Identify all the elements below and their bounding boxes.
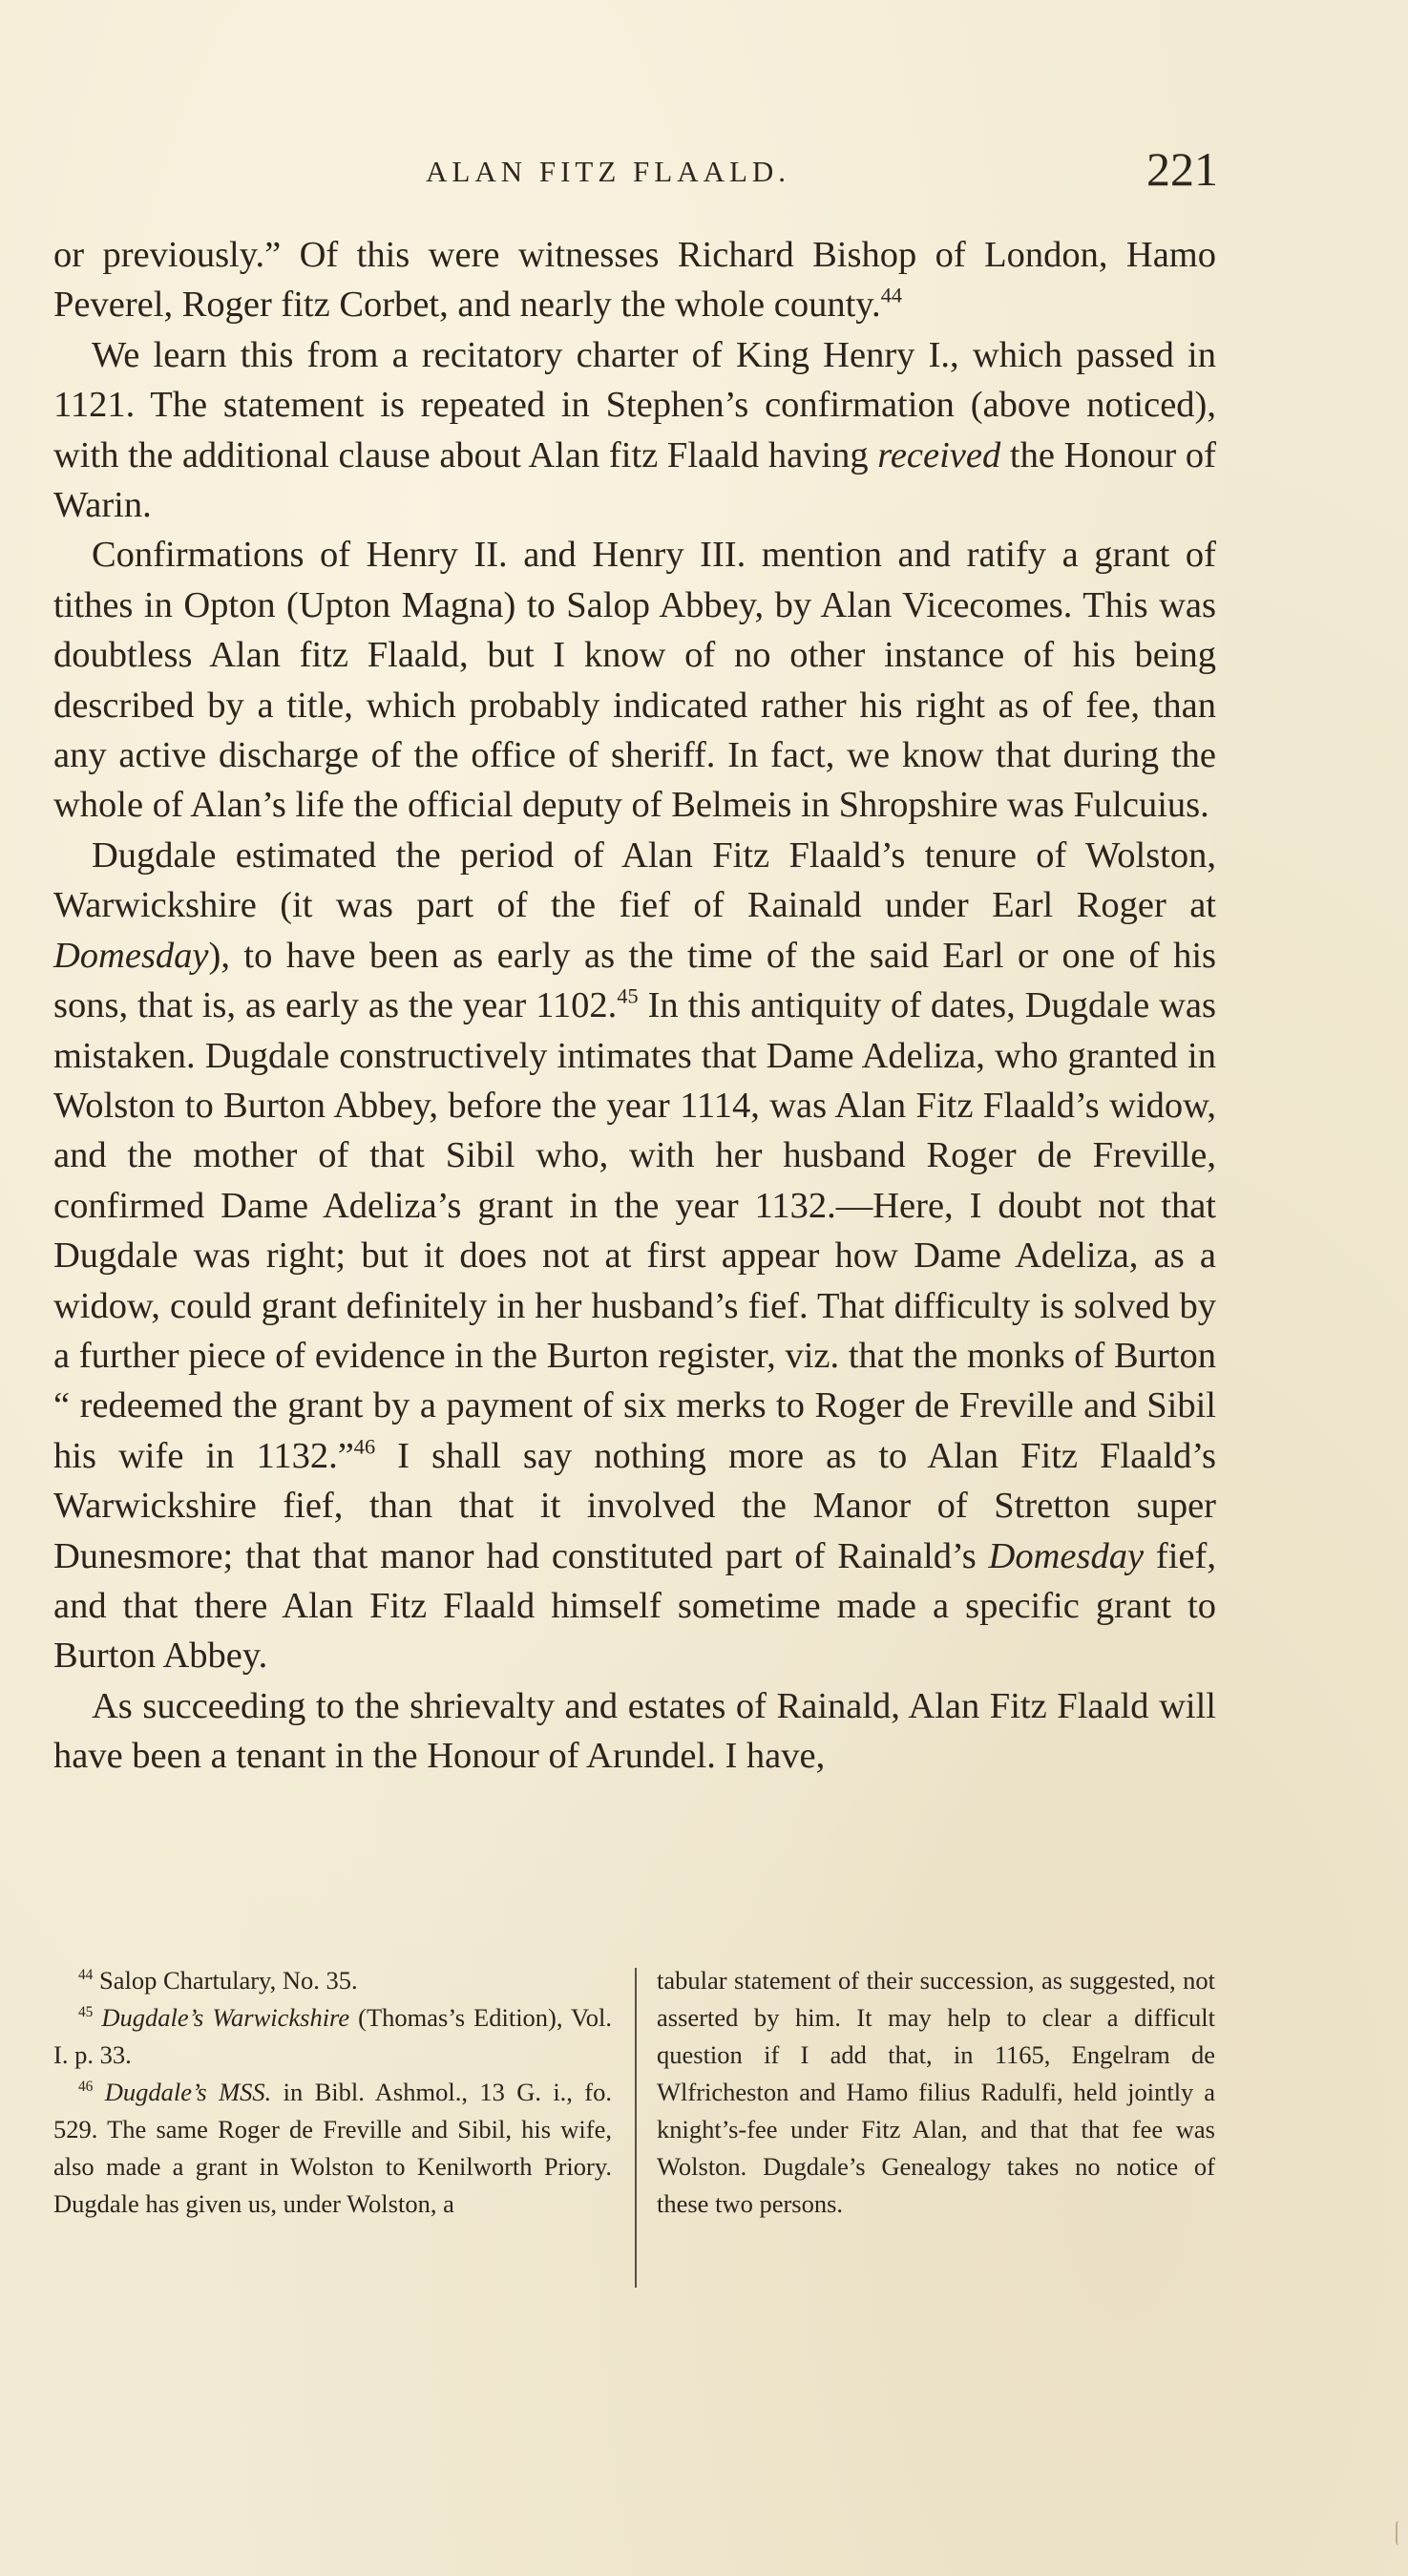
italic-text: received — [877, 434, 1001, 475]
paragraph: Confirmations of Henry II. and Henry III. mention and ratify a grant of tithes in Opton (Upton Magna) to Salop Abbey, by Alan Vicecomes. This was doubtless Alan fitz Flaald, but I know of no other instance of his being described by a title, which probably indicated rather his right as of fee, than any active discharge of the office of sheriff. In fact, we know that during the whole of Alan’s life the official deputy of Belmeis in Shropshire was Fulcuius. — [53, 535, 1216, 826]
italic-text: Domesday — [53, 935, 209, 976]
running-head — [53, 141, 1218, 199]
footnote-marker: 45 — [617, 983, 639, 1008]
paragraph: or previously.” Of this were witnesses Richard Bishop of London, Hamo Peverel, Roger fitz Corbet, and nearly the whole county.$^{44}$ — [53, 235, 1216, 326]
page-number: 221 — [1146, 142, 1218, 196]
italic-text: Dugdale’s Warwickshire — [101, 2003, 350, 2032]
italic-text: Dugdale’s MSS. — [104, 2078, 272, 2106]
footnote-column-left — [53, 1962, 612, 2223]
footnote-marker: 44 — [78, 1967, 94, 1984]
paragraph: As succeeding to the shrievalty and estates of Rainald, Alan Fitz Flaald will have been a tenant in the Honour of Arundel. I have, — [53, 1685, 1216, 1777]
paragraph: We learn this from a recitatory charter of King Henry I., which passed in 1121. The statement is repeated in Stephen’s confirmation (above noticed), with the additional clause about Alan fitz Flaald having received the Honour of Warin. — [53, 334, 1216, 526]
footnote: $^{46}$ Dugdale’s MSS. in Bibl. Ashmol., 13 G. i., fo. 529. The same Roger de Freville and Sibil, his wife, also made a grant in Wolston to Kenilworth Priory. Dugdale has given us, under Wolston, a — [53, 2078, 612, 2218]
footnote-continuation: tabular statement of their succession, as suggested, not asserted by him. It may help to clear a difficult question if I add that, in 1165, Engelram de Wlfricheston and Hamo filius Radulfi, held jointly a knight’s-fee under Fitz Alan, and that that fee was Wolston. Dugdale’s Genealogy takes no notice of these two persons. — [657, 1966, 1215, 2218]
footnote-marker: 46 — [78, 2079, 94, 2096]
page-blemish — [1396, 2521, 1405, 2545]
column-divider — [635, 1968, 637, 2288]
footnote-marker: 46 — [353, 1434, 376, 1459]
footnote-marker: 44 — [880, 283, 903, 307]
italic-text: Domesday — [988, 1535, 1145, 1576]
footnote: $^{45}$ Dugdale’s Warwickshire (Thomas’s Edition), Vol. I. p. 33. — [53, 2003, 612, 2069]
running-title: ALAN FITZ FLAALD. — [426, 155, 791, 188]
footnotes — [53, 1962, 1218, 2306]
footnote-column-right — [657, 1962, 1215, 2223]
paragraph: Dugdale estimated the period of Alan Fitz Flaald’s tenure of Wolston, Warwickshire (it was part of the fief of Rainald under Earl Roger at Domesday), to have been as early as the time of the said Earl or one of his sons, that is, as early as the year 1102.45 In this antiquity of dates, Dugdale was mistaken. Dugdale constructively intimates that Dame Adeliza, who granted in Wolston to Burton Abbey, before the year 1114, was Alan Fitz Flaald’s widow, and the mother of that Sibil who, with her husband Roger de Freville, confirmed Dame Adeliza’s grant in the year 1132.—Here, I doubt not that Dugdale was right; but it does not at first appear how Dame Adeliza, as a widow, could grant definitely in her husband’s fief. That difficulty is solved by a further piece of evidence in the Burton register, viz. that the monks of Burton “ redeemed the grant by a payment of six merks to Roger de Freville and Sibil his wife in 1132.”$^{46}$ I shall say nothing more as to Alan Fitz Flaald’s Warwickshire fief, than that it involved the Manor of Stretton super Dunesmore; that that manor had constituted part of Rainald’s Domesday fief, and that there Alan Fitz Flaald himself sometime made a specific grant to Burton Abbey. — [53, 834, 1216, 1677]
footnote: $^{44}$ Salop Chartulary, No. 35. — [78, 1966, 358, 1995]
main-text — [53, 230, 1216, 1782]
footnote-marker: 45 — [78, 2004, 94, 2021]
